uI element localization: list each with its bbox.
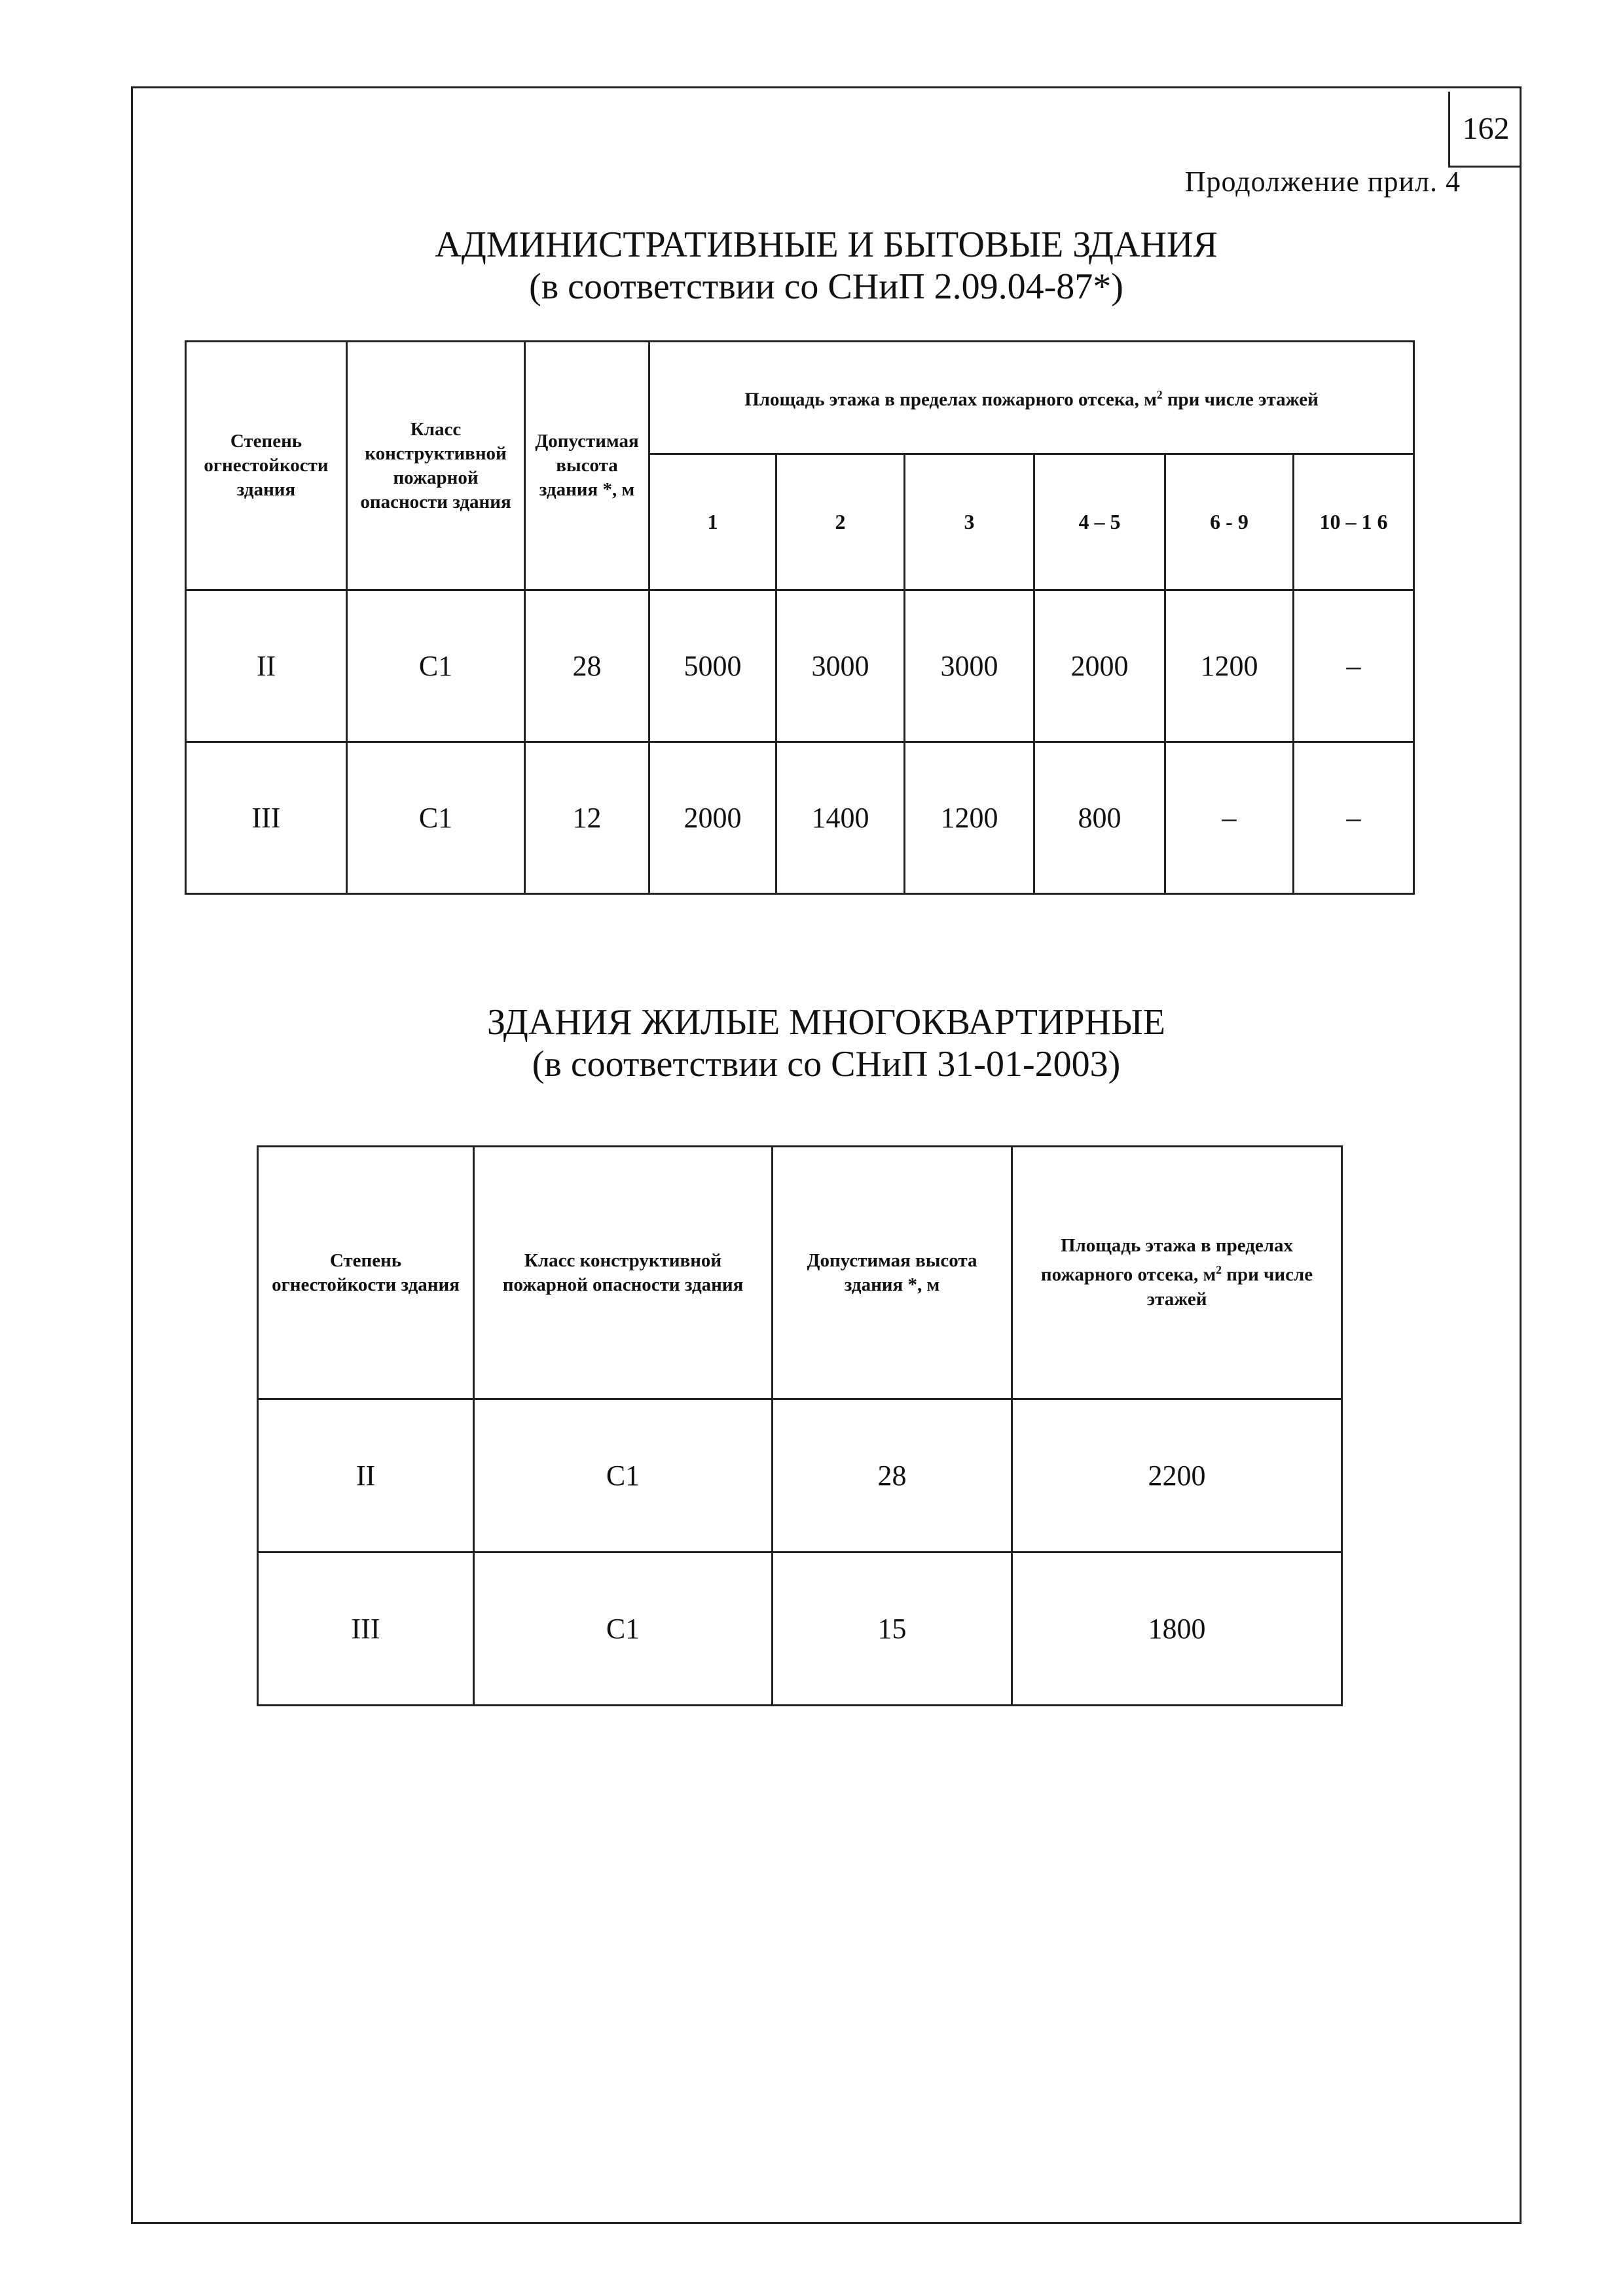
header-height-text: Допустимая высота здания: [535, 431, 639, 500]
section2-title: ЗДАНИЯ ЖИЛЫЕ МНОГОКВАРТИРНЫЕ: [487, 1002, 1165, 1043]
header-area: [649, 342, 1414, 454]
header-area: [1012, 1147, 1342, 1399]
area-cell: 1400: [776, 742, 905, 894]
area-cell: 1800: [1012, 1552, 1342, 1706]
header-area-text: Площадь этажа в пределах пожарного отсека, м: [744, 389, 1157, 410]
area-cell: 3000: [776, 590, 905, 742]
class-cell: С1: [474, 1552, 773, 1706]
table-header-row: [186, 342, 1414, 454]
class-cell: С1: [347, 590, 525, 742]
section2-heading: [131, 1001, 1522, 1085]
floor-col-3: 3: [905, 454, 1034, 590]
table-header-row: [258, 1147, 1342, 1399]
table-row: [258, 1552, 1342, 1706]
header-fire-resistance: Степень огнестойкости здания: [186, 342, 347, 590]
floor-col-4: 4 – 5: [1034, 454, 1165, 590]
area-cell: 2200: [1012, 1399, 1342, 1552]
header-height-unit: *, м: [602, 479, 635, 500]
height-cell: 15: [773, 1552, 1012, 1706]
header-area-sup: 2: [1216, 1263, 1222, 1277]
area-cell: –: [1165, 742, 1294, 894]
height-cell: 12: [525, 742, 649, 894]
floor-col-1: 1: [649, 454, 776, 590]
header-height: [525, 342, 649, 590]
continuation-note: Продолжение прил. 4: [1184, 166, 1461, 198]
area-cell: –: [1294, 742, 1414, 894]
header-height: Допустимая высота здания *, м: [773, 1147, 1012, 1399]
area-cell: 2000: [1034, 590, 1165, 742]
table-row: [186, 742, 1414, 894]
degree-cell: II: [258, 1399, 474, 1552]
floor-col-2: 2: [776, 454, 905, 590]
area-cell: 800: [1034, 742, 1165, 894]
header-area-suffix: при числе этажей: [1162, 389, 1319, 410]
area-cell: 5000: [649, 590, 776, 742]
degree-cell: III: [258, 1552, 474, 1706]
table-row: [186, 590, 1414, 742]
area-cell: 1200: [905, 742, 1034, 894]
section2-subtitle: (в соответствии со СНиП 31-01-2003): [532, 1044, 1121, 1085]
header-class: Класс конструктивной пожарной опасности здания: [474, 1147, 773, 1399]
height-cell: 28: [525, 590, 649, 742]
header-area-text: Площадь этажа в пределах пожарного отсека, м: [1040, 1235, 1294, 1285]
height-cell: 28: [773, 1399, 1012, 1552]
header-area-suffix: при числе этажей: [1146, 1264, 1313, 1310]
residential-buildings-table: [257, 1145, 1343, 1706]
table-row: [258, 1399, 1342, 1552]
area-cell: –: [1294, 590, 1414, 742]
section1-subtitle: (в соответствии со СНиП 2.09.04-87*): [529, 266, 1123, 307]
class-cell: С1: [474, 1399, 773, 1552]
area-cell: 2000: [649, 742, 776, 894]
header-area-sup: 2: [1156, 388, 1163, 402]
header-fire-resistance: Степень огнестойкости здания: [258, 1147, 474, 1399]
degree-cell: II: [186, 590, 347, 742]
section1-title: АДМИНИСТРАТИВНЫЕ И БЫТОВЫЕ ЗДАНИЯ: [435, 224, 1218, 265]
section1-heading: [131, 224, 1522, 308]
admin-buildings-table: [185, 340, 1415, 895]
area-cell: 3000: [905, 590, 1034, 742]
area-cell: 1200: [1165, 590, 1294, 742]
page-number: 162: [1448, 92, 1522, 168]
degree-cell: III: [186, 742, 347, 894]
floor-col-6: 10 – 1 6: [1294, 454, 1414, 590]
class-cell: С1: [347, 742, 525, 894]
floor-col-5: 6 - 9: [1165, 454, 1294, 590]
header-class: Класс конструктивной пожарной опасности здания: [347, 342, 525, 590]
